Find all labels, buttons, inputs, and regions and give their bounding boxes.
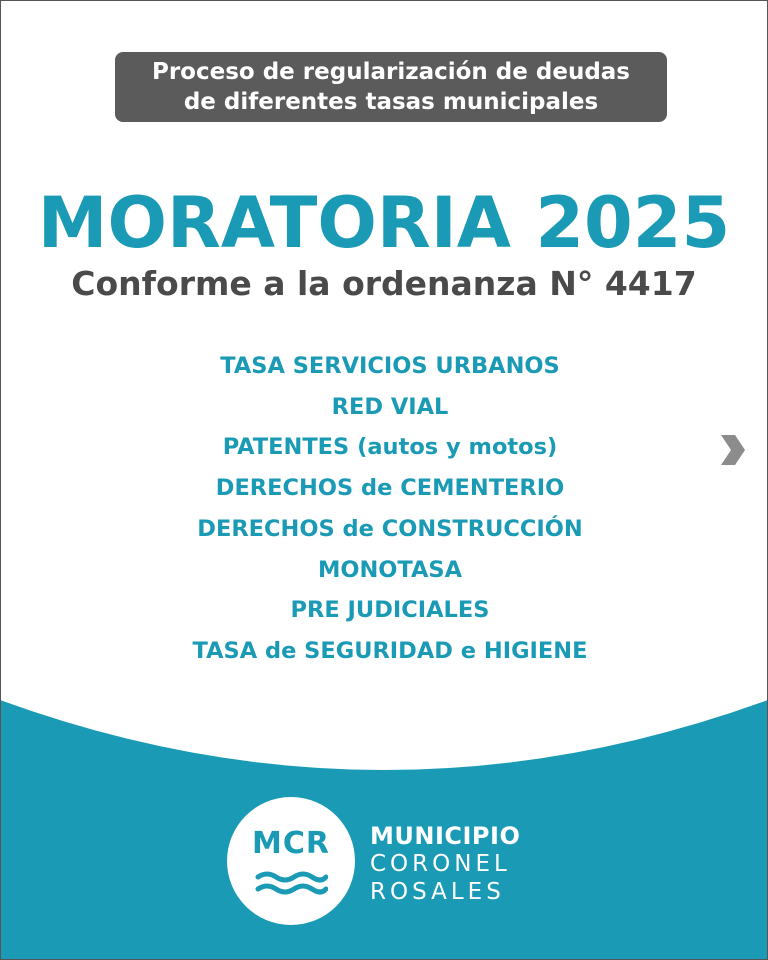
municipio-line-1: MUNICIPIO xyxy=(370,822,521,850)
chevron-right-icon xyxy=(716,432,750,468)
tasa-item: TASA de SEGURIDAD e HIGIENE xyxy=(192,637,588,664)
municipio-logo xyxy=(227,797,355,925)
tasas-list xyxy=(180,346,600,672)
badge-line-1: Proceso de regularización de deudas xyxy=(151,59,630,85)
municipio-line-2: CORONEL xyxy=(370,851,511,877)
badge-line-2: de diferentes tasas municipales xyxy=(183,89,599,115)
tasa-item: MONOTASA xyxy=(317,556,463,583)
tasa-item: RED VIAL xyxy=(331,393,449,420)
top-badge xyxy=(115,52,667,122)
municipio-name xyxy=(370,822,520,906)
logo-initials: MCR xyxy=(252,826,330,861)
tasa-item: DERECHOS de CONSTRUCCIÓN xyxy=(197,515,583,542)
page-subtitle: Conforme a la ordenanza N° 4417 xyxy=(71,264,697,303)
tasa-item: DERECHOS de CEMENTERIO xyxy=(215,475,565,502)
next-arrow-button[interactable] xyxy=(716,432,750,468)
tasa-item: TASA SERVICIOS URBANOS xyxy=(220,353,560,379)
municipio-line-3: ROSALES xyxy=(370,879,505,905)
waves-icon xyxy=(254,869,328,899)
tasa-item: PATENTES (autos y motos) xyxy=(222,434,558,461)
tasa-item: PRE JUDICIALES xyxy=(290,597,490,624)
page-title: MORATORIA 2025 xyxy=(37,182,731,264)
